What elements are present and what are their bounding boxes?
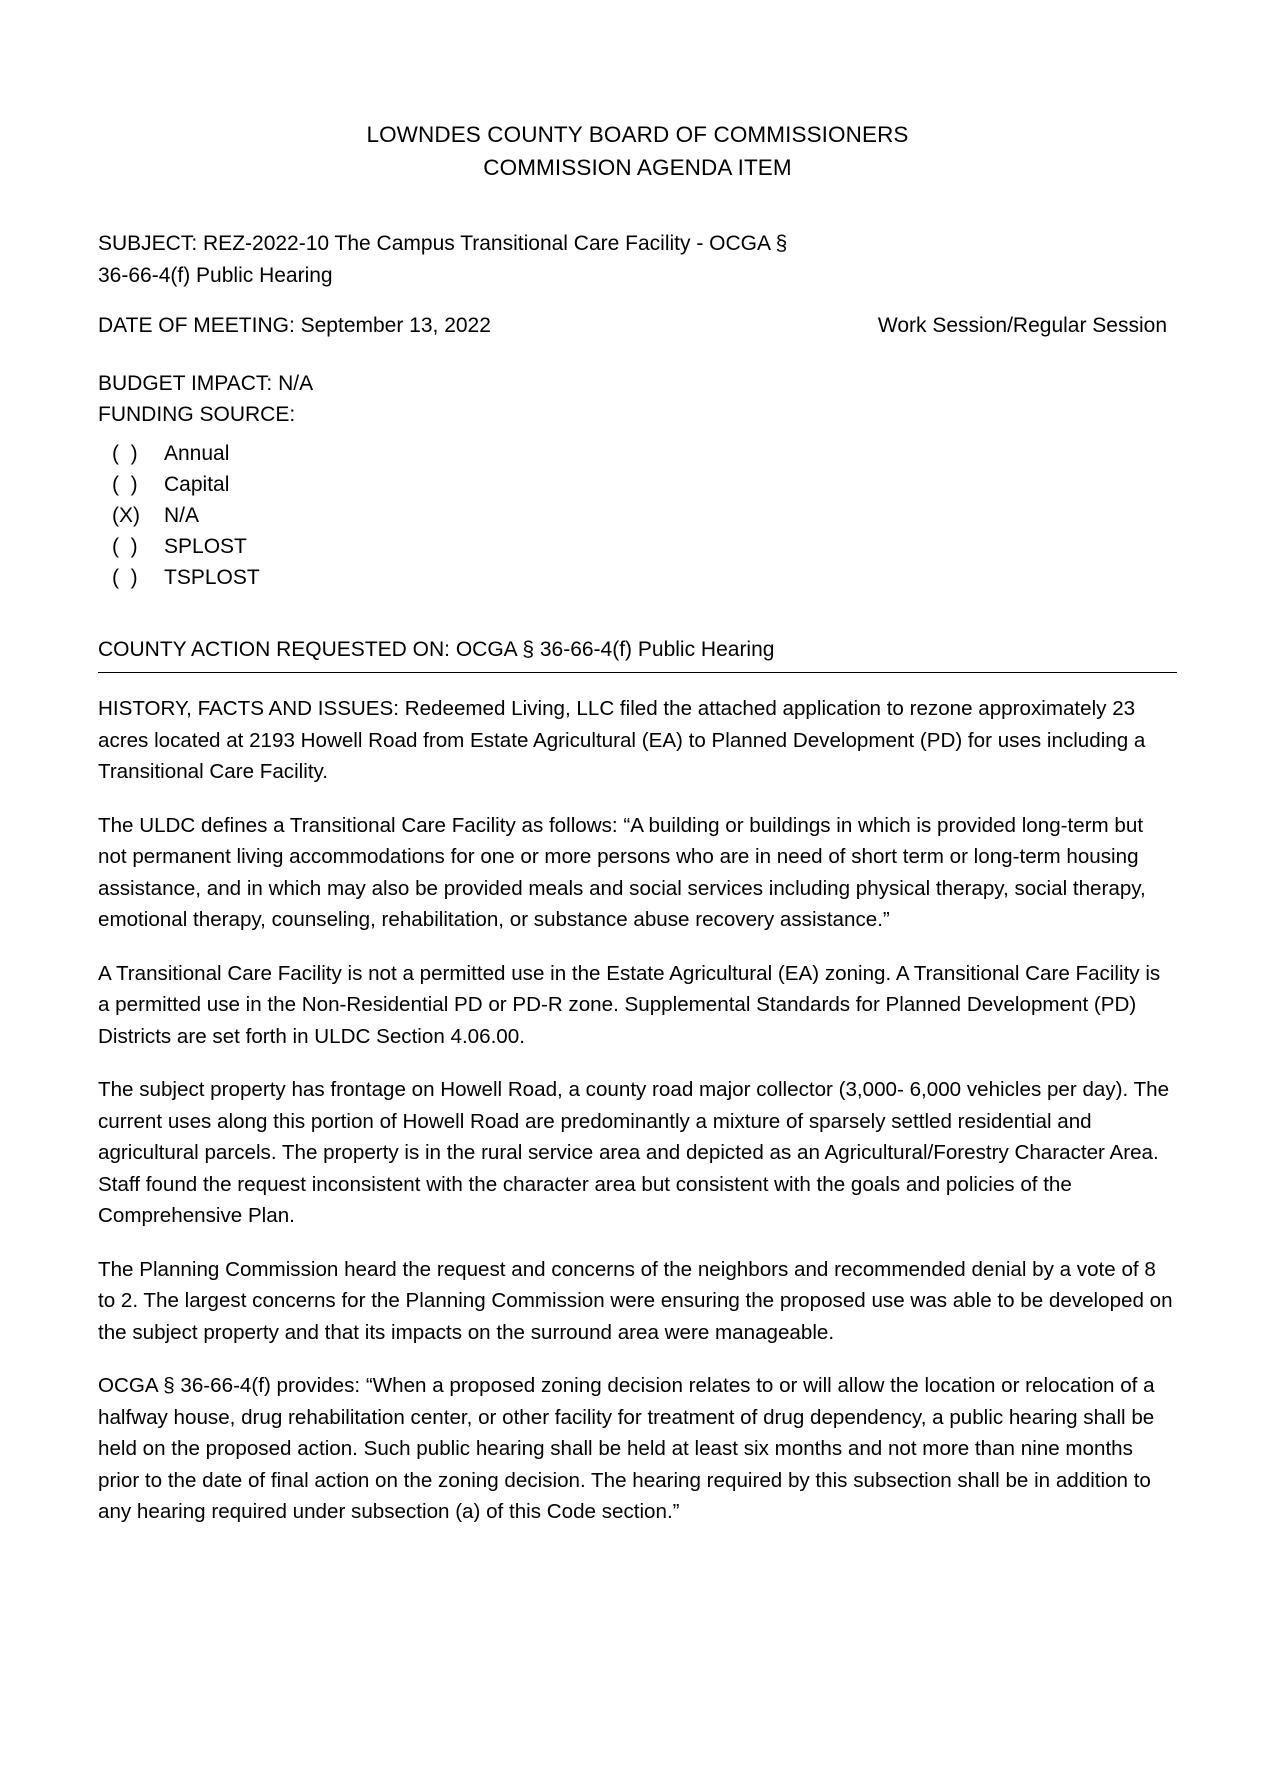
document-content bbox=[98, 228, 1177, 1528]
funding-option-label: SPLOST bbox=[164, 535, 247, 558]
date-of-meeting: DATE OF MEETING: September 13, 2022 bbox=[98, 314, 491, 337]
section-divider bbox=[98, 672, 1177, 673]
funding-option-tsplost[interactable] bbox=[112, 562, 1177, 593]
checkbox-tsplost[interactable]: ( ) bbox=[112, 566, 138, 589]
checkbox-capital[interactable]: ( ) bbox=[112, 473, 138, 496]
subject-line-1: SUBJECT: REZ-2022-10 The Campus Transitional Care Facility - OCGA § bbox=[98, 232, 788, 255]
county-action-requested: COUNTY ACTION REQUESTED ON: OCGA § 36-66-4(f) Public Hearing bbox=[98, 638, 775, 661]
paragraph-subject-property: The subject property has frontage on Howell Road, a county road major collector (3,000- 6,000 vehicles per day). The current uses along this portion of Howell Road are predominantly a mixture of sparsely settled residential and agricultural parcels. The property is in the rural service area and depicted as an Agricultural/Forestry Character Area. Staff found the request inconsistent with the character area but consistent with the goals and policies of the Comprehensive Plan. bbox=[98, 1078, 1170, 1227]
funding-source-options bbox=[112, 438, 1177, 593]
session-type: Work Session/Regular Session bbox=[877, 314, 1167, 337]
funding-option-capital[interactable] bbox=[112, 469, 1177, 500]
checkbox-splost[interactable]: ( ) bbox=[112, 535, 138, 558]
funding-option-label: Annual bbox=[164, 442, 230, 465]
document-page bbox=[0, 118, 1275, 1769]
funding-option-splost[interactable] bbox=[112, 531, 1177, 562]
funding-option-na[interactable] bbox=[112, 500, 1177, 531]
budget-impact: BUDGET IMPACT: N/A bbox=[98, 372, 314, 395]
funding-option-label: TSPLOST bbox=[164, 566, 260, 589]
paragraph-permitted-use: A Transitional Care Facility is not a permitted use in the Estate Agricultural (EA) zoning. A Transitional Care Facility is a permitted use in the Non-Residential PD or PD-R zone. Supplemental Standards for Planned Development (PD) Districts are set forth in ULDC Section 4.06.00. bbox=[98, 961, 1161, 1048]
funding-option-annual[interactable] bbox=[112, 438, 1177, 469]
subject-line-2: 36-66-4(f) Public Hearing bbox=[98, 264, 333, 287]
funding-source-label: FUNDING SOURCE: bbox=[98, 403, 296, 426]
paragraph-history: HISTORY, FACTS AND ISSUES: Redeemed Living, LLC filed the attached application to rezone approximately 23 acres located at 2193 Howell Road from Estate Agricultural (EA) to Planned Development (PD) for uses including a Transitional Care Facility. bbox=[98, 697, 1146, 783]
funding-option-label: N/A bbox=[164, 504, 200, 527]
meeting-row bbox=[98, 314, 1177, 338]
funding-option-label: Capital bbox=[164, 473, 230, 496]
header-line-2: COMMISSION AGENDA ITEM bbox=[483, 155, 792, 180]
header-line-1: LOWNDES COUNTY BOARD OF COMMISSIONERS bbox=[366, 122, 909, 147]
document-header bbox=[0, 118, 1275, 184]
checkbox-annual[interactable]: ( ) bbox=[112, 442, 138, 465]
budget-block bbox=[98, 368, 1177, 430]
paragraph-definition: The ULDC defines a Transitional Care Facility as follows: “A building or buildings in which is provided long-term but not permanent living accommodations for one or more persons who are in need of short term or long-term housing assistance, and in which may also be provided meals and social services including physical therapy, social therapy, emotional therapy, counseling, rehabilitation, or substance abuse recovery assistance.” bbox=[98, 813, 1146, 931]
paragraph-ocga-provision: OCGA § 36-66-4(f) provides: “When a proposed zoning decision relates to or will allow the location or relocation of a halfway house, drug rehabilitation center, or other facility for treatment of drug dependency, a public hearing shall be held on the proposed action. Such public hearing shall be held at least six months and not more than nine months prior to the date of final action on the zoning decision. The hearing required by this subsection shall be in addition to any hearing required under subsection (a) of this Code section.” bbox=[98, 1374, 1155, 1523]
subject-block bbox=[98, 228, 1177, 292]
checkbox-na[interactable]: (X) bbox=[112, 504, 140, 527]
paragraph-planning-commission: The Planning Commission heard the request and concerns of the neighbors and recommended denial by a vote of 8 to 2. The largest concerns for the Planning Commission were ensuring the proposed use was able to be developed on the subject property and that its impacts on the surround area were manageable. bbox=[98, 1257, 1173, 1344]
